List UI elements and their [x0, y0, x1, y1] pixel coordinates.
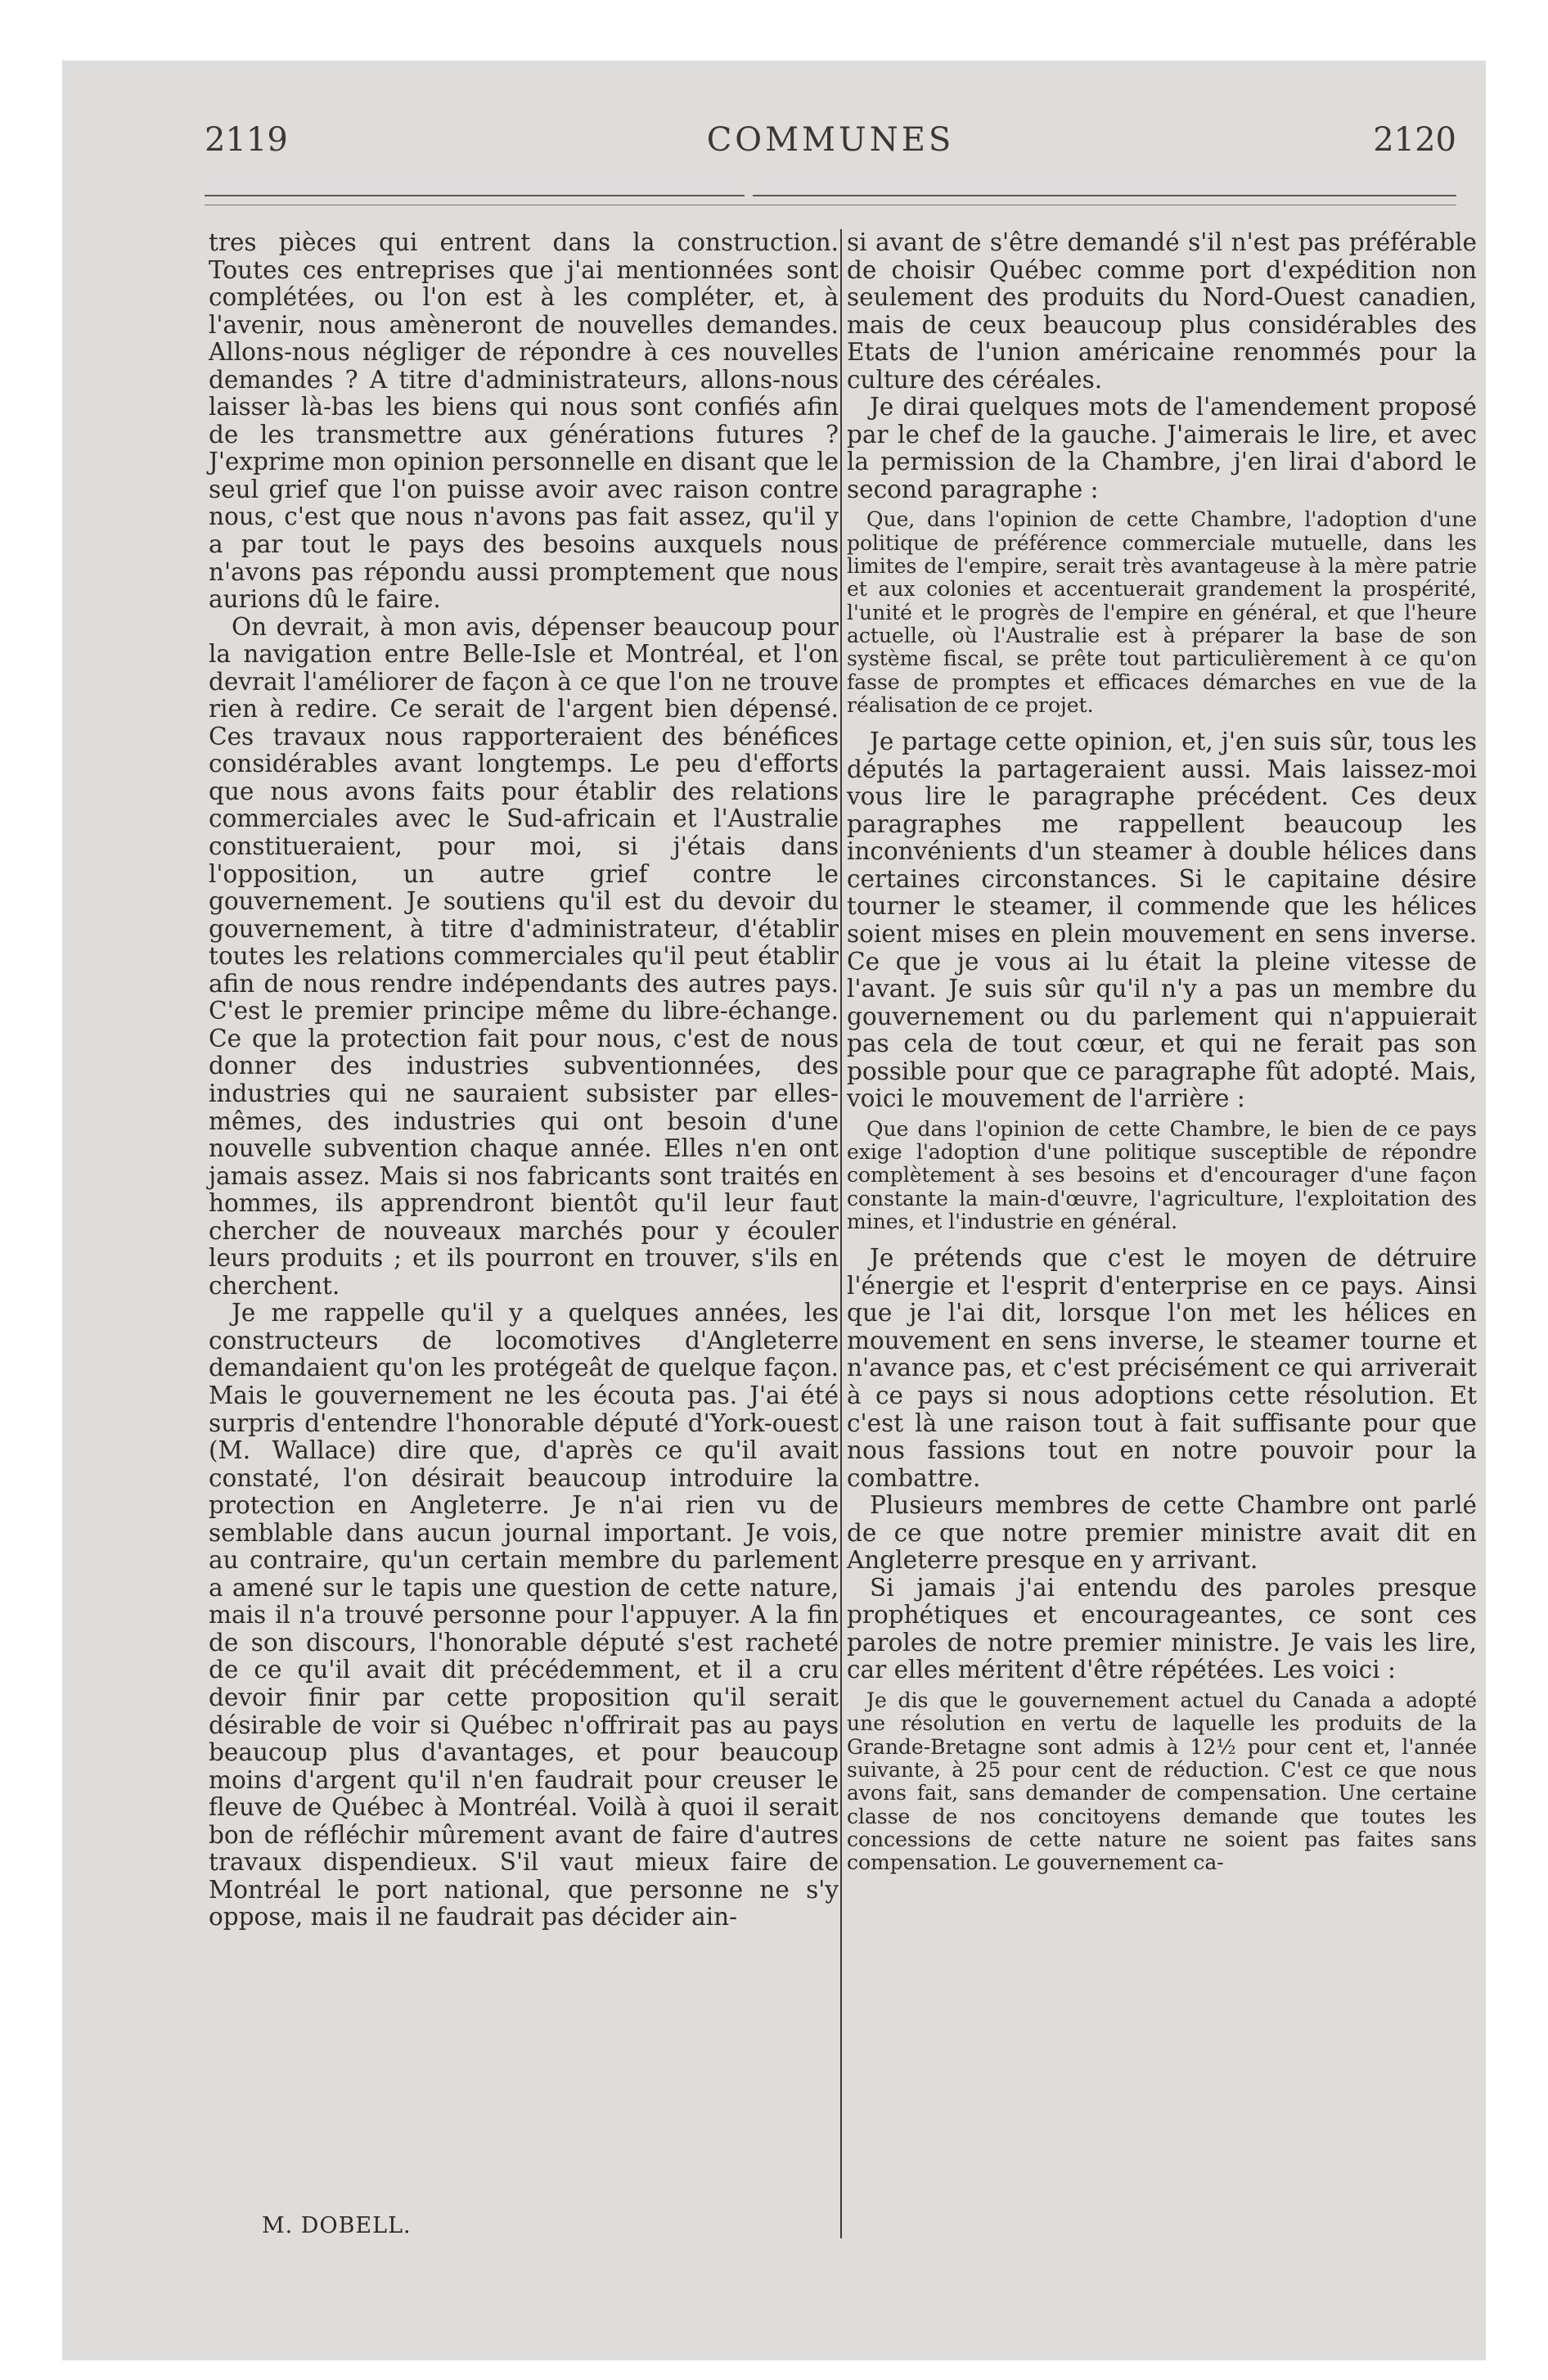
paragraph: Je me rappelle qu'il y a quelques années, les constructeurs de locomotives d'Angleterre demandaient qu'on les protégeât de quelque façon. Mais le gouvernement ne les écouta pas. J'ai été surpris d'entendre l'honorable député d'York-ouest (M. Wallace) dire que, d'après ce qu'il avait constaté, l'on désirait beaucoup introduire la protection en Angleterre. Je n'ai rien vu de semblable dans aucun journal important. Je vois, au contraire, qu'un certain membre du parlement a amené sur le tapis une question de cette nature, mais il n'a trouvé personne pour l'appuyer. A la fin de son discours, l'honorable député s'est racheté de ce qu'il avait dit précédemment, et il a cru devoir finir par cette proposition qu'il serait désirable de voir si Québec n'offrirait pas au pays beaucoup plus d'avantages, et pour beaucoup moins d'argent qu'il n'en faudrait pour creuser le fleuve de Québec à Montréal. Voilà à quoi il serait bon de réfléchir mûrement avant de faire d'autres travaux dispendieux. S'il vaut mieux faire de Montréal le port national, que personne ne s'y oppose, mais il ne faudrait pas décider ain- — [209, 1299, 839, 1931]
header-rule-left — [205, 195, 745, 196]
paragraph: Je dirai quelques mots de l'amendement proposé par le chef de la gauche. J'aimerais le lire, et avec la permission de la Chambre, j'en lirai d'abord le second paragraphe : — [847, 393, 1477, 503]
block-quote: Je dis que le gouvernement actuel du Canada a adopté une résolution en vertu de laquelle les produits de la Grande-Bretagne sont admis à 12½ pour cent et, l'année suivante, à 25 pour cent de réduction. C'est ce que nous avons fait, sans demander de compensation. Une certaine classe de nos concitoyens demande que toutes les concessions de cette nature ne soient pas faites sans compensation. Le gouvernement ca- — [847, 1688, 1477, 1875]
left-page-number: 2119 — [205, 121, 288, 159]
page-header — [205, 113, 1456, 162]
paragraph: Je partage cette opinion, et, j'en suis sûr, tous les députés la partageraient aussi. Mais laissez-moi vous lire le paragraphe précédent. Ces deux paragraphes me rappellent beaucoup les inconvénients d'un steamer à double hélices dans certaines circonstances. Si le capitaine désire tourner le steamer, il commende que les hélices soient mises en plein mouvement en sens inverse. Ce que je vous ai lu était la pleine vitesse de l'avant. Je suis sûr qu'il n'y a pas un membre du gouvernement ou du parlement qui n'appuierait pas cela de tout cœur, et qui ne ferait pas son possible pour que ce paragraphe fût adopté. Mais, voici le mouvement de l'arrière : — [847, 728, 1477, 1113]
paragraph: On devrait, à mon avis, dépenser beaucoup pour la navigation entre Belle-Isle et Montréal, et l'on devrait l'améliorer de façon à ce que l'on ne trouve rien à redire. Ce serait de l'argent bien dépensé. Ces travaux nous rapporteraient des bénéfices considérables avant longtemps. Le peu d'efforts que nous avons faits pour établir des relations commerciales avec le Sud-africain et l'Australie constitueraient, pour moi, si j'étais dans l'opposition, un autre grief contre le gouvernement. Je soutiens qu'il est du devoir du gouvernement, à titre d'administrateur, d'établir toutes les relations commerciales qu'il peut établir afin de nous rendre indépendants des autres pays. C'est le premier principe même du libre-échange. Ce que la protection fait pour nous, c'est de nous donner des industries subventionnées, des industries qui ne sauraient subsister par elles-mêmes, des industries qui ont besoin d'une nouvelle subvention chaque année. Elles n'en ont jamais assez. Mais si nos fabricants sont traités en hommes, ils apprendront bientôt qu'il leur faut chercher de nouveaux marchés pour y écouler leurs produits ; et ils pourront en trouver, s'ils en cherchent. — [209, 612, 839, 1300]
paragraph: tres pièces qui entrent dans la construction. Toutes ces entreprises que j'ai mentionnées sont complétées, ou l'on est à les compléter, et, à l'avenir, nous amèneront de nouvelles demandes. Allons-nous négliger de répondre à ces nouvelles demandes ? A titre d'administrateurs, allons-nous laisser là-bas les biens qui nous sont confiés afin de les transmettre aux générations futures ? J'exprime mon opinion personnelle en disant que le seul grief que l'on puisse avoir avec raison contre nous, c'est que nous n'avons pas fait assez, qu'il y a par tout le pays des besoins auxquels nous n'avons pas répondu aussi promptement que nous aurions dû le faire. — [209, 228, 839, 614]
column-separator — [840, 229, 842, 2238]
header-rule-right — [753, 195, 1456, 196]
paragraph: Si jamais j'ai entendu des paroles presque prophétiques et encourageantes, ce sont ces paroles de notre premier ministre. Je vais les lire, car elles méritent d'être répétées. Les voici : — [847, 1573, 1477, 1684]
block-quote: Que, dans l'opinion de cette Chambre, l'adoption d'une politique de préférence commerciale mutuelle, dans les limites de l'empire, serait très avantageuse à la mère patrie et aux colonies et accentuerait grandement la prospérité, l'unité et le progrès de l'empire en général, et que l'heure actuelle, où l'Australie est à préparer la base de son système fiscal, se prête tout particulièrement à ce qu'on fasse de promptes et efficaces démarches en vue de la réalisation de ce projet. — [847, 507, 1477, 717]
page-title: COMMUNES — [706, 121, 955, 159]
paragraph: si avant de s'être demandé s'il n'est pas préférable de choisir Québec comme port d'expédition non seulement des produits du Nord-Ouest canadien, mais de ceux beaucoup plus considérables des Etats de l'union américaine renommés pour la culture des céréales. — [847, 228, 1477, 394]
paragraph: Plusieurs membres de cette Chambre ont parlé de ce que notre premier ministre avait dit en Angleterre presque en y arrivant. — [847, 1491, 1477, 1575]
speaker-name: M. DOBELL. — [262, 2213, 412, 2238]
right-page-number: 2120 — [1373, 121, 1456, 159]
block-quote: Que dans l'opinion de cette Chambre, le bien de ce pays exige l'adoption d'une politique susceptible de répondre complètement à ses besoins et d'encourager d'une façon constante la main-d'œuvre, l'agriculture, l'exploitation des mines, et l'industrie en général. — [847, 1116, 1477, 1233]
paragraph: Je prétends que c'est le moyen de détruire l'énergie et l'esprit d'enterprise en ce pays. Ainsi que je l'ai dit, lorsque l'on met les hélices en mouvement en sens inverse, le steamer tourne et n'avance pas, et c'est précisément ce qui arriverait à ce pays si nous adoptions cette résolution. Et c'est là une raison tout à fait suffisante pour que nous fassions tout en notre pouvoir pour la combattre. — [847, 1244, 1477, 1492]
right-column — [847, 229, 1477, 1886]
left-column — [209, 229, 839, 1931]
